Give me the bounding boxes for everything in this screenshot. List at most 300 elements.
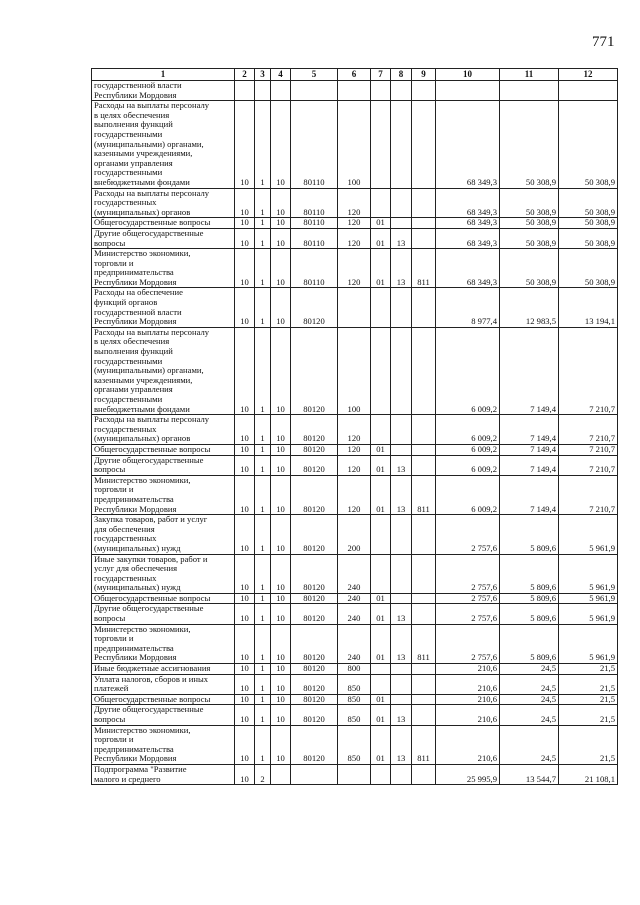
row-name-cell: Закупка товаров, работ и услуг для обеспечения государственных (муниципальных) нужд bbox=[92, 515, 235, 554]
table-cell: 10 bbox=[271, 249, 291, 288]
row-name-cell: Иные бюджетные ассигнования bbox=[92, 664, 235, 675]
table-cell: 10 bbox=[235, 705, 255, 725]
table-cell: 01 bbox=[371, 455, 391, 475]
table-cell: 10 bbox=[235, 188, 255, 218]
column-header: 12 bbox=[559, 69, 618, 81]
table-cell: 210,6 bbox=[436, 694, 500, 705]
table-cell: 120 bbox=[338, 249, 371, 288]
table-cell: 80120 bbox=[291, 554, 338, 593]
table-cell bbox=[391, 188, 412, 218]
table-cell: 10 bbox=[271, 415, 291, 445]
table-row bbox=[92, 554, 618, 593]
table-cell: 10 bbox=[271, 327, 291, 414]
table-cell: 80120 bbox=[291, 455, 338, 475]
table-cell: 68 349,3 bbox=[436, 101, 500, 188]
table-cell: 7 210,7 bbox=[559, 455, 618, 475]
table-cell: 80120 bbox=[291, 415, 338, 445]
table-cell: 1 bbox=[255, 101, 271, 188]
table-cell bbox=[412, 188, 436, 218]
table-cell: 120 bbox=[338, 415, 371, 445]
table-cell: 80120 bbox=[291, 705, 338, 725]
table-cell: 80120 bbox=[291, 725, 338, 764]
table-cell: 10 bbox=[271, 694, 291, 705]
table-cell: 10 bbox=[271, 228, 291, 248]
table-cell: 01 bbox=[371, 249, 391, 288]
table-cell: 25 995,9 bbox=[436, 764, 500, 784]
table-cell: 7 149,4 bbox=[500, 415, 559, 445]
table-cell: 210,6 bbox=[436, 705, 500, 725]
table-cell bbox=[391, 593, 412, 604]
table-cell: 01 bbox=[371, 604, 391, 624]
table-row bbox=[92, 624, 618, 663]
table-cell: 13 bbox=[391, 705, 412, 725]
table-cell: 5 809,6 bbox=[500, 604, 559, 624]
table-cell bbox=[412, 415, 436, 445]
table-cell: 13 bbox=[391, 725, 412, 764]
table-cell: 10 bbox=[235, 604, 255, 624]
table-cell: 6 009,2 bbox=[436, 455, 500, 475]
row-name-cell: Расходы на выплаты персоналу в целях обеспечения выполнения функций государственными (муниципальными) органами, казенными учреждениями, органами управления государственными внебюджетными фондами bbox=[92, 101, 235, 188]
table-cell bbox=[412, 764, 436, 784]
table-cell: 13 194,1 bbox=[559, 288, 618, 327]
table-cell: 2 757,6 bbox=[436, 604, 500, 624]
table-cell: 1 bbox=[255, 664, 271, 675]
table-cell bbox=[255, 81, 271, 101]
table-cell: 10 bbox=[235, 674, 255, 694]
row-name-cell: Другие общегосударственные вопросы bbox=[92, 455, 235, 475]
table-cell: 01 bbox=[371, 705, 391, 725]
table-cell: 5 961,9 bbox=[559, 554, 618, 593]
table-cell bbox=[436, 81, 500, 101]
table-cell: 120 bbox=[338, 455, 371, 475]
table-cell: 1 bbox=[255, 327, 271, 414]
table-cell: 10 bbox=[271, 444, 291, 455]
column-header: 10 bbox=[436, 69, 500, 81]
table-row bbox=[92, 694, 618, 705]
table-cell: 13 bbox=[391, 249, 412, 288]
table-cell: 10 bbox=[235, 455, 255, 475]
table-cell: 80110 bbox=[291, 249, 338, 288]
row-name-cell: Общегосударственные вопросы bbox=[92, 694, 235, 705]
table-cell: 13 544,7 bbox=[500, 764, 559, 784]
table-cell: 80120 bbox=[291, 694, 338, 705]
table-cell: 50 308,9 bbox=[559, 188, 618, 218]
table-row bbox=[92, 415, 618, 445]
table-cell: 80120 bbox=[291, 475, 338, 514]
table-cell bbox=[412, 705, 436, 725]
table-cell: 50 308,9 bbox=[559, 101, 618, 188]
row-name-cell: Министерство экономики, торговли и предпринимательства Республики Мордовия bbox=[92, 725, 235, 764]
table-cell bbox=[391, 101, 412, 188]
row-name-cell: Министерство экономики, торговли и предпринимательства Республики Мордовия bbox=[92, 249, 235, 288]
table-cell: 50 308,9 bbox=[500, 218, 559, 229]
table-cell: 13 bbox=[391, 604, 412, 624]
table-cell bbox=[412, 604, 436, 624]
table-cell: 1 bbox=[255, 415, 271, 445]
row-name-cell: Подпрограмма "Развитие малого и среднего bbox=[92, 764, 235, 784]
table-cell bbox=[338, 81, 371, 101]
row-name-cell: государственной власти Республики Мордовия bbox=[92, 81, 235, 101]
table-cell: 80110 bbox=[291, 218, 338, 229]
column-header: 7 bbox=[371, 69, 391, 81]
table-cell: 1 bbox=[255, 604, 271, 624]
table-cell: 210,6 bbox=[436, 664, 500, 675]
table-cell bbox=[412, 218, 436, 229]
table-cell bbox=[371, 674, 391, 694]
table-cell: 50 308,9 bbox=[500, 188, 559, 218]
table-cell: 5 809,6 bbox=[500, 593, 559, 604]
table-cell: 80110 bbox=[291, 228, 338, 248]
table-cell: 1 bbox=[255, 674, 271, 694]
table-cell bbox=[371, 101, 391, 188]
table-row bbox=[92, 288, 618, 327]
table-cell: 68 349,3 bbox=[436, 249, 500, 288]
table-cell: 01 bbox=[371, 725, 391, 764]
budget-table bbox=[91, 68, 618, 785]
table-cell: 10 bbox=[271, 515, 291, 554]
column-header: 6 bbox=[338, 69, 371, 81]
table-cell bbox=[412, 593, 436, 604]
table-cell: 80120 bbox=[291, 664, 338, 675]
table-cell: 10 bbox=[235, 475, 255, 514]
table-cell bbox=[391, 288, 412, 327]
table-cell bbox=[371, 188, 391, 218]
table-cell: 7 210,7 bbox=[559, 327, 618, 414]
table-cell: 1 bbox=[255, 624, 271, 663]
table-cell: 2 757,6 bbox=[436, 624, 500, 663]
table-row bbox=[92, 218, 618, 229]
table-cell: 1 bbox=[255, 593, 271, 604]
table-row bbox=[92, 81, 618, 101]
table-cell bbox=[412, 228, 436, 248]
table-row bbox=[92, 101, 618, 188]
table-cell: 5 961,9 bbox=[559, 624, 618, 663]
table-cell bbox=[412, 81, 436, 101]
table-cell: 10 bbox=[271, 475, 291, 514]
column-header: 2 bbox=[235, 69, 255, 81]
table-cell bbox=[391, 415, 412, 445]
table-cell: 80120 bbox=[291, 515, 338, 554]
table-cell: 1 bbox=[255, 288, 271, 327]
table-cell bbox=[235, 81, 255, 101]
table-cell: 1 bbox=[255, 444, 271, 455]
table-cell: 100 bbox=[338, 101, 371, 188]
table-cell: 10 bbox=[235, 725, 255, 764]
table-cell bbox=[338, 764, 371, 784]
table-row bbox=[92, 674, 618, 694]
table-cell: 210,6 bbox=[436, 725, 500, 764]
table-cell: 5 809,6 bbox=[500, 554, 559, 593]
table-cell: 120 bbox=[338, 218, 371, 229]
table-cell bbox=[291, 764, 338, 784]
table-cell: 1 bbox=[255, 705, 271, 725]
table-cell: 10 bbox=[235, 694, 255, 705]
table-cell: 10 bbox=[235, 218, 255, 229]
column-header: 4 bbox=[271, 69, 291, 81]
table-cell: 1 bbox=[255, 554, 271, 593]
table-cell bbox=[271, 81, 291, 101]
table-cell: 01 bbox=[371, 228, 391, 248]
table-row bbox=[92, 604, 618, 624]
table-cell: 10 bbox=[235, 228, 255, 248]
table-cell: 6 009,2 bbox=[436, 444, 500, 455]
column-header: 11 bbox=[500, 69, 559, 81]
table-cell bbox=[391, 444, 412, 455]
table-cell: 850 bbox=[338, 674, 371, 694]
table-cell: 1 bbox=[255, 188, 271, 218]
table-cell bbox=[371, 554, 391, 593]
table-cell: 10 bbox=[271, 705, 291, 725]
table-cell: 1 bbox=[255, 475, 271, 514]
table-cell: 13 bbox=[391, 455, 412, 475]
table-cell: 7 149,4 bbox=[500, 444, 559, 455]
table-cell: 7 210,7 bbox=[559, 415, 618, 445]
table-cell: 1 bbox=[255, 725, 271, 764]
row-name-cell: Общегосударственные вопросы bbox=[92, 218, 235, 229]
row-name-cell: Другие общегосударственные вопросы bbox=[92, 705, 235, 725]
table-cell: 68 349,3 bbox=[436, 218, 500, 229]
table-cell: 120 bbox=[338, 475, 371, 514]
table-cell: 24,5 bbox=[500, 694, 559, 705]
table-cell bbox=[391, 764, 412, 784]
table-cell: 10 bbox=[235, 664, 255, 675]
table-row bbox=[92, 249, 618, 288]
table-cell bbox=[391, 554, 412, 593]
table-cell bbox=[371, 764, 391, 784]
table-cell: 50 308,9 bbox=[500, 249, 559, 288]
table-cell: 50 308,9 bbox=[500, 228, 559, 248]
table-cell bbox=[412, 455, 436, 475]
table-cell: 21,5 bbox=[559, 705, 618, 725]
table-cell: 7 149,4 bbox=[500, 475, 559, 514]
table-cell: 80110 bbox=[291, 101, 338, 188]
row-name-cell: Расходы на выплаты персоналу государственных (муниципальных) органов bbox=[92, 415, 235, 445]
table-cell: 80120 bbox=[291, 327, 338, 414]
row-name-cell: Расходы на выплаты персоналу в целях обеспечения выполнения функций государственными (муниципальными) органами, казенными учреждениями, органами управления государственными внебюджетными фондами bbox=[92, 327, 235, 414]
row-name-cell: Другие общегосударственные вопросы bbox=[92, 228, 235, 248]
table-cell: 12 983,5 bbox=[500, 288, 559, 327]
table-cell: 01 bbox=[371, 218, 391, 229]
table-cell: 50 308,9 bbox=[500, 101, 559, 188]
table-cell: 210,6 bbox=[436, 674, 500, 694]
table-cell bbox=[371, 415, 391, 445]
column-header: 9 bbox=[412, 69, 436, 81]
table-cell: 10 bbox=[271, 593, 291, 604]
table-cell: 5 961,9 bbox=[559, 604, 618, 624]
table-row bbox=[92, 664, 618, 675]
table-cell: 2 757,6 bbox=[436, 593, 500, 604]
table-cell: 10 bbox=[271, 288, 291, 327]
table-cell bbox=[271, 764, 291, 784]
table-cell: 120 bbox=[338, 228, 371, 248]
row-name-cell: Расходы на выплаты персоналу государственных (муниципальных) органов bbox=[92, 188, 235, 218]
table-cell: 10 bbox=[235, 624, 255, 663]
table-row bbox=[92, 515, 618, 554]
table-cell: 850 bbox=[338, 725, 371, 764]
table-cell: 21,5 bbox=[559, 725, 618, 764]
table-cell: 1 bbox=[255, 218, 271, 229]
table-cell: 10 bbox=[235, 554, 255, 593]
table-cell: 01 bbox=[371, 624, 391, 663]
table-cell: 800 bbox=[338, 664, 371, 675]
table-cell: 50 308,9 bbox=[559, 218, 618, 229]
table-cell: 24,5 bbox=[500, 664, 559, 675]
table-cell bbox=[412, 288, 436, 327]
table-cell: 10 bbox=[235, 593, 255, 604]
table-cell: 10 bbox=[271, 624, 291, 663]
table-cell: 5 961,9 bbox=[559, 515, 618, 554]
table-cell bbox=[391, 81, 412, 101]
table-cell: 24,5 bbox=[500, 725, 559, 764]
row-name-cell: Общегосударственные вопросы bbox=[92, 593, 235, 604]
table-cell bbox=[371, 515, 391, 554]
table-cell: 120 bbox=[338, 188, 371, 218]
table-cell: 01 bbox=[371, 694, 391, 705]
table-cell: 1 bbox=[255, 694, 271, 705]
table-cell: 10 bbox=[235, 515, 255, 554]
row-name-cell: Уплата налогов, сборов и иных платежей bbox=[92, 674, 235, 694]
table-cell: 1 bbox=[255, 455, 271, 475]
table-cell: 13 bbox=[391, 228, 412, 248]
table-cell: 50 308,9 bbox=[559, 249, 618, 288]
table-cell: 21 108,1 bbox=[559, 764, 618, 784]
table-cell: 811 bbox=[412, 725, 436, 764]
column-header: 5 bbox=[291, 69, 338, 81]
table-cell: 6 009,2 bbox=[436, 415, 500, 445]
table-cell bbox=[391, 694, 412, 705]
table-cell bbox=[391, 327, 412, 414]
page-number: 771 bbox=[592, 34, 615, 50]
column-header: 1 bbox=[92, 69, 235, 81]
table-cell: 5 809,6 bbox=[500, 515, 559, 554]
table-cell bbox=[371, 288, 391, 327]
table-cell: 21,5 bbox=[559, 674, 618, 694]
table-cell bbox=[559, 81, 618, 101]
table-cell: 10 bbox=[235, 249, 255, 288]
table-cell: 850 bbox=[338, 705, 371, 725]
table-cell: 21,5 bbox=[559, 694, 618, 705]
table-cell: 01 bbox=[371, 444, 391, 455]
table-cell: 811 bbox=[412, 624, 436, 663]
table-row bbox=[92, 444, 618, 455]
table-cell bbox=[412, 327, 436, 414]
table-cell: 10 bbox=[235, 327, 255, 414]
table-cell bbox=[338, 288, 371, 327]
table-row bbox=[92, 228, 618, 248]
table-cell: 240 bbox=[338, 604, 371, 624]
table-cell: 68 349,3 bbox=[436, 228, 500, 248]
table-cell: 80120 bbox=[291, 288, 338, 327]
table-cell: 811 bbox=[412, 475, 436, 514]
row-name-cell: Иные закупки товаров, работ и услуг для обеспечения государственных (муниципальных) нужд bbox=[92, 554, 235, 593]
table-row bbox=[92, 188, 618, 218]
table-cell: 10 bbox=[271, 455, 291, 475]
table-cell: 2 757,6 bbox=[436, 554, 500, 593]
table-row bbox=[92, 764, 618, 784]
table-cell: 7 210,7 bbox=[559, 475, 618, 514]
table-cell: 240 bbox=[338, 624, 371, 663]
table-cell bbox=[371, 327, 391, 414]
table-cell: 240 bbox=[338, 554, 371, 593]
table-cell: 1 bbox=[255, 249, 271, 288]
table-cell: 100 bbox=[338, 327, 371, 414]
table-cell bbox=[412, 674, 436, 694]
table-cell bbox=[391, 664, 412, 675]
row-name-cell: Общегосударственные вопросы bbox=[92, 444, 235, 455]
table-cell: 5 961,9 bbox=[559, 593, 618, 604]
table-row bbox=[92, 593, 618, 604]
table-cell: 01 bbox=[371, 593, 391, 604]
table-body bbox=[92, 81, 618, 785]
table-cell: 7 210,7 bbox=[559, 444, 618, 455]
header-row bbox=[92, 69, 618, 81]
table-cell: 1 bbox=[255, 515, 271, 554]
table-cell: 50 308,9 bbox=[559, 228, 618, 248]
table-cell: 13 bbox=[391, 475, 412, 514]
table-cell: 8 977,4 bbox=[436, 288, 500, 327]
table-cell bbox=[391, 674, 412, 694]
table-row bbox=[92, 475, 618, 514]
table-cell: 10 bbox=[235, 764, 255, 784]
table-cell bbox=[412, 664, 436, 675]
table-cell: 10 bbox=[235, 101, 255, 188]
table-row bbox=[92, 327, 618, 414]
table-cell: 80120 bbox=[291, 444, 338, 455]
table-cell bbox=[391, 218, 412, 229]
table-cell: 80110 bbox=[291, 188, 338, 218]
table-cell: 80120 bbox=[291, 604, 338, 624]
table-cell: 10 bbox=[271, 674, 291, 694]
table-cell: 13 bbox=[391, 624, 412, 663]
table-cell: 7 149,4 bbox=[500, 327, 559, 414]
table-cell: 2 bbox=[255, 764, 271, 784]
table-row bbox=[92, 455, 618, 475]
table-cell: 10 bbox=[271, 725, 291, 764]
table-cell: 10 bbox=[235, 444, 255, 455]
table-cell: 24,5 bbox=[500, 674, 559, 694]
table-cell: 6 009,2 bbox=[436, 327, 500, 414]
table-cell: 120 bbox=[338, 444, 371, 455]
table-cell: 10 bbox=[235, 288, 255, 327]
column-header: 3 bbox=[255, 69, 271, 81]
table-cell: 80120 bbox=[291, 674, 338, 694]
table-cell: 200 bbox=[338, 515, 371, 554]
row-name-cell: Министерство экономики, торговли и предпринимательства Республики Мордовия bbox=[92, 624, 235, 663]
table-cell: 2 757,6 bbox=[436, 515, 500, 554]
column-header: 8 bbox=[391, 69, 412, 81]
row-name-cell: Расходы на обеспечение функций органов государственной власти Республики Мордовия bbox=[92, 288, 235, 327]
table-cell bbox=[412, 515, 436, 554]
table-cell bbox=[412, 554, 436, 593]
table-cell: 5 809,6 bbox=[500, 624, 559, 663]
table-cell: 10 bbox=[271, 604, 291, 624]
table-cell: 850 bbox=[338, 694, 371, 705]
row-name-cell: Другие общегосударственные вопросы bbox=[92, 604, 235, 624]
table-cell: 10 bbox=[271, 188, 291, 218]
table-cell: 240 bbox=[338, 593, 371, 604]
table-cell bbox=[500, 81, 559, 101]
table-cell bbox=[412, 444, 436, 455]
table-cell: 6 009,2 bbox=[436, 475, 500, 514]
table-cell: 811 bbox=[412, 249, 436, 288]
table-cell: 01 bbox=[371, 475, 391, 514]
table-cell: 24,5 bbox=[500, 705, 559, 725]
table-cell: 68 349,3 bbox=[436, 188, 500, 218]
table-cell bbox=[371, 81, 391, 101]
table-cell bbox=[291, 81, 338, 101]
table-cell: 10 bbox=[271, 218, 291, 229]
table-cell: 10 bbox=[271, 554, 291, 593]
